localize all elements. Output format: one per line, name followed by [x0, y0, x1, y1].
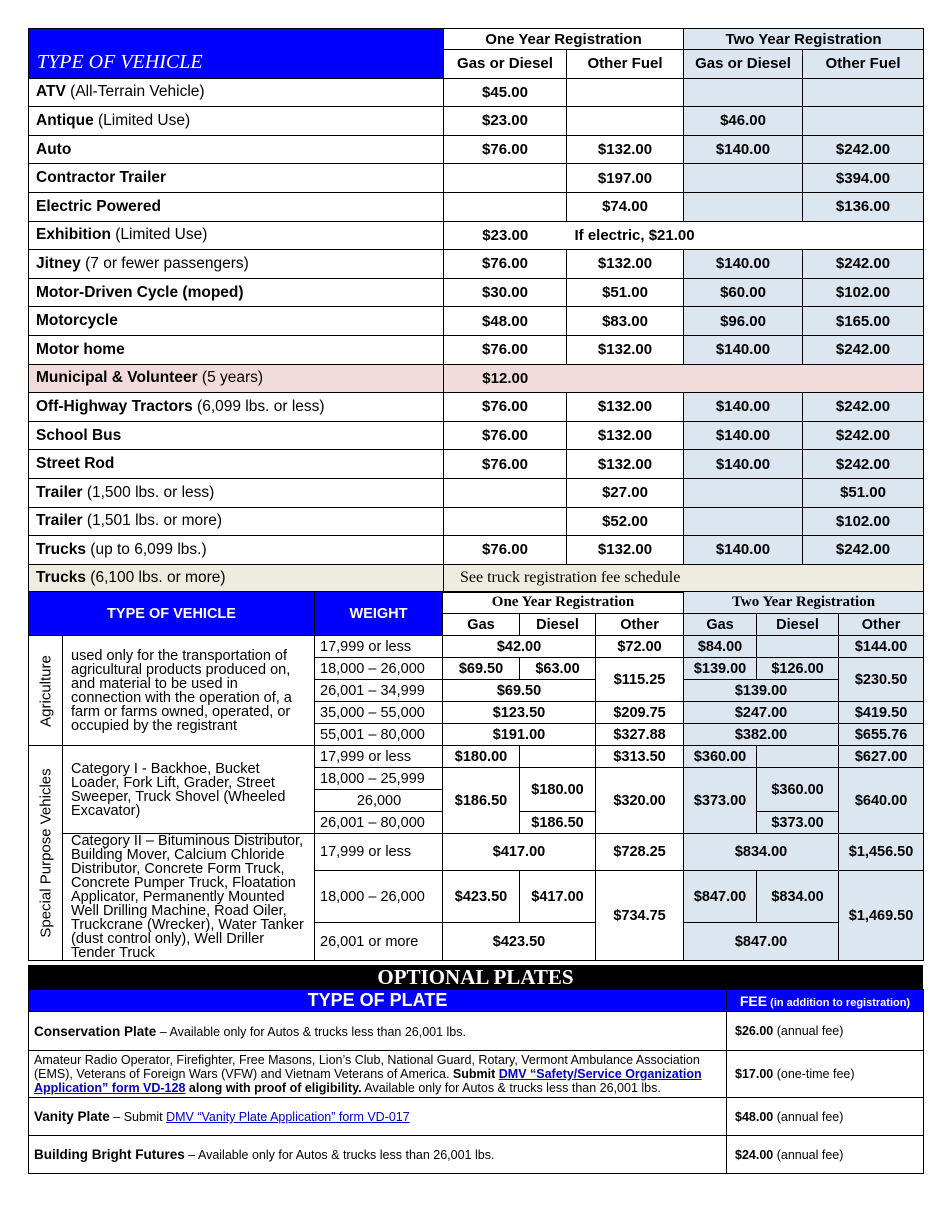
- fee-cell: $72.00: [596, 636, 684, 658]
- fee-cell: $1,456.50: [839, 834, 924, 871]
- vehicle-name: Jitney (7 or fewer passengers): [29, 250, 444, 279]
- weight-range: 26,001 – 80,000: [315, 812, 443, 834]
- fee-cell: $74.00: [567, 192, 684, 221]
- vehicle-row: [29, 421, 924, 450]
- agriculture-label: Agriculture: [29, 636, 63, 746]
- fee-cell: $242.00: [803, 536, 924, 565]
- fee-cell: $12.00: [444, 364, 567, 393]
- fee-cell: [444, 507, 567, 536]
- fee-cell: $126.00: [757, 658, 839, 680]
- fee-cell: $165.00: [803, 307, 924, 336]
- fee-cell: $132.00: [567, 335, 684, 364]
- fee-cell: $52.00: [567, 507, 684, 536]
- other-header-2: Other: [839, 614, 924, 636]
- vehicle-name: Trucks (6,100 lbs. or more): [29, 564, 444, 593]
- vehicle-row: [29, 307, 924, 336]
- fee-cell: [444, 478, 567, 507]
- type-of-vehicle-header-2: TYPE OF VEHICLE: [29, 592, 315, 636]
- weight-fee-table: [28, 591, 924, 961]
- fee-cell: [520, 746, 596, 768]
- weight-range: 17,999 or less: [315, 636, 443, 658]
- fee-cell: $96.00: [684, 307, 803, 336]
- fee-cell: $102.00: [803, 507, 924, 536]
- fee-cell: $140.00: [684, 135, 803, 164]
- fee-cell: $140.00: [684, 250, 803, 279]
- electric-note: If electric, $21.00: [567, 221, 924, 250]
- fee-cell: $76.00: [444, 536, 567, 565]
- fee-cell: $186.50: [443, 768, 520, 834]
- fee-cell: $69.50: [443, 680, 596, 702]
- weight-range: 17,999 or less: [315, 746, 443, 768]
- fee-cell: $197.00: [567, 164, 684, 193]
- empty-cell: [567, 364, 924, 393]
- fee-cell: $242.00: [803, 250, 924, 279]
- fee-cell: $419.50: [839, 702, 924, 724]
- weight-range: 26,001 or more: [315, 923, 443, 961]
- weight-range: 18,000 – 26,000: [315, 658, 443, 680]
- fee-cell: $30.00: [444, 278, 567, 307]
- vehicle-row: [29, 221, 924, 250]
- diesel-header-2: Diesel: [757, 614, 839, 636]
- fee-cell: [684, 192, 803, 221]
- fee-cell: $640.00: [839, 768, 924, 834]
- fee-cell: $627.00: [839, 746, 924, 768]
- fee-cell: $63.00: [520, 658, 596, 680]
- fee-cell: $115.25: [596, 658, 684, 702]
- fee-cell: $242.00: [803, 335, 924, 364]
- weight-range: 55,001 – 80,000: [315, 724, 443, 746]
- fee-cell: $140.00: [684, 421, 803, 450]
- fee-cell: $83.00: [567, 307, 684, 336]
- vehicle-row: [29, 164, 924, 193]
- vehicle-row: [29, 507, 924, 536]
- fee-cell: $327.88: [596, 724, 684, 746]
- fee-cell: $42.00: [443, 636, 596, 658]
- fee-cell: [444, 192, 567, 221]
- fee-cell: $132.00: [567, 450, 684, 479]
- one-year-header-2: One Year Registration: [443, 592, 684, 614]
- vehicle-name: Motor home: [29, 335, 444, 364]
- fee-cell: $242.00: [803, 450, 924, 479]
- fee-cell: $76.00: [444, 393, 567, 422]
- fee-cell: $76.00: [444, 450, 567, 479]
- vehicle-name: Trailer (1,501 lbs. or more): [29, 507, 444, 536]
- weight-range: 35,000 – 55,000: [315, 702, 443, 724]
- fee-cell: $320.00: [596, 768, 684, 834]
- fee-cell: $51.00: [567, 278, 684, 307]
- truck-schedule-note: See truck registration fee schedule: [444, 564, 924, 593]
- fee-cell: $847.00: [684, 923, 839, 961]
- registration-fee-table: [28, 28, 924, 593]
- fee-cell: $191.00: [443, 724, 596, 746]
- fee-cell: $102.00: [803, 278, 924, 307]
- fee-cell: $60.00: [684, 278, 803, 307]
- vehicle-row: [29, 78, 924, 107]
- other-fuel-header-2: Other Fuel: [803, 50, 924, 79]
- fee-cell: $417.00: [443, 834, 596, 871]
- conservation-fee: $26.00 (annual fee): [727, 1012, 924, 1051]
- vehicle-name: School Bus: [29, 421, 444, 450]
- form-vd-017-link[interactable]: DMV “Vanity Plate Application” form VD-017: [166, 1110, 410, 1124]
- fee-cell: [567, 78, 684, 107]
- vanity-fee: $48.00 (annual fee): [727, 1098, 924, 1136]
- vehicle-row: [29, 564, 924, 593]
- diesel-header: Diesel: [520, 614, 596, 636]
- fee-cell: $48.00: [444, 307, 567, 336]
- vehicle-row: [29, 450, 924, 479]
- fee-header: FEE (in addition to registration): [727, 990, 924, 1012]
- other-fuel-header-1: Other Fuel: [567, 50, 684, 79]
- fee-cell: $209.75: [596, 702, 684, 724]
- other-header: Other: [596, 614, 684, 636]
- fee-cell: $247.00: [684, 702, 839, 724]
- fee-cell: $140.00: [684, 393, 803, 422]
- fee-cell: $360.00: [684, 746, 757, 768]
- fee-cell: $132.00: [567, 421, 684, 450]
- fee-cell: [684, 507, 803, 536]
- fee-cell: $140.00: [684, 450, 803, 479]
- vehicle-row: [29, 192, 924, 221]
- gas-diesel-header-2: Gas or Diesel: [684, 50, 803, 79]
- organization-fee: $17.00 (one-time fee): [727, 1051, 924, 1098]
- two-year-header-2: Two Year Registration: [684, 592, 924, 614]
- vehicle-name: Motorcycle: [29, 307, 444, 336]
- fee-cell: $728.25: [596, 834, 684, 871]
- agriculture-description: used only for the transportation of agricultural products produced on, and material to be used in connection with the operation of, a farm or farms owned, operated, or occupied by the registrant: [63, 636, 315, 746]
- fee-cell: [803, 107, 924, 136]
- fee-cell: $734.75: [596, 871, 684, 961]
- vehicle-row: [29, 364, 924, 393]
- fee-cell: $180.00: [443, 746, 520, 768]
- vehicle-name: ATV (All-Terrain Vehicle): [29, 78, 444, 107]
- fee-cell: $655.76: [839, 724, 924, 746]
- fee-cell: $132.00: [567, 393, 684, 422]
- weight-range: 17,999 or less: [315, 834, 443, 871]
- fee-cell: $45.00: [444, 78, 567, 107]
- vehicle-row: [29, 478, 924, 507]
- fee-cell: $123.50: [443, 702, 596, 724]
- fee-cell: $23.00: [444, 221, 567, 250]
- fee-cell: [567, 107, 684, 136]
- fee-cell: $140.00: [684, 536, 803, 565]
- fee-cell: $76.00: [444, 421, 567, 450]
- weight-range: 26,000: [315, 790, 443, 812]
- weight-header: WEIGHT: [315, 592, 443, 636]
- bright-futures-plate-row: Building Bright Futures – Available only for Autos & trucks less than 26,001 lbs.: [29, 1136, 727, 1174]
- fee-cell: $132.00: [567, 536, 684, 565]
- two-year-header: Two Year Registration: [684, 29, 924, 50]
- vehicle-row: [29, 250, 924, 279]
- fee-cell: $373.00: [757, 812, 839, 834]
- vehicle-name: Street Rod: [29, 450, 444, 479]
- fee-cell: $76.00: [444, 335, 567, 364]
- fee-cell: $84.00: [684, 636, 757, 658]
- optional-plates-table: [28, 989, 924, 1174]
- fee-cell: [684, 478, 803, 507]
- fee-cell: $144.00: [839, 636, 924, 658]
- vehicle-row: [29, 278, 924, 307]
- vehicle-row: [29, 135, 924, 164]
- vehicle-name: Off-Highway Tractors (6,099 lbs. or less): [29, 393, 444, 422]
- fee-cell: [757, 746, 839, 768]
- fee-cell: $834.00: [757, 871, 839, 923]
- fee-cell: $242.00: [803, 393, 924, 422]
- fee-cell: $242.00: [803, 421, 924, 450]
- fee-cell: $27.00: [567, 478, 684, 507]
- form-vd-128-link[interactable]: DMV “Safety/Service Organization Application” form VD-128: [34, 1067, 702, 1095]
- fee-cell: $139.00: [684, 680, 839, 702]
- fee-cell: $76.00: [444, 135, 567, 164]
- fee-cell: $180.00: [520, 768, 596, 812]
- fee-cell: [444, 164, 567, 193]
- fee-cell: $1,469.50: [839, 871, 924, 961]
- fee-cell: $847.00: [684, 871, 757, 923]
- vehicle-row: [29, 536, 924, 565]
- fee-cell: [757, 636, 839, 658]
- type-of-plate-header: TYPE OF PLATE: [29, 990, 727, 1012]
- fee-cell: $186.50: [520, 812, 596, 834]
- weight-range: 18,000 – 25,999: [315, 768, 443, 790]
- vehicle-row: [29, 335, 924, 364]
- vehicle-name: Motor-Driven Cycle (moped): [29, 278, 444, 307]
- vehicle-name: Trailer (1,500 lbs. or less): [29, 478, 444, 507]
- fee-cell: $417.00: [520, 871, 596, 923]
- fee-cell: $132.00: [567, 250, 684, 279]
- fee-cell: [803, 78, 924, 107]
- fee-cell: $139.00: [684, 658, 757, 680]
- fee-cell: $394.00: [803, 164, 924, 193]
- special-purpose-label: Special Purpose Vehicles: [29, 746, 63, 961]
- conservation-plate-row: Conservation Plate – Available only for Autos & trucks less than 26,001 lbs.: [29, 1012, 727, 1051]
- category-2-description: Category II – Bituminous Distributor, Building Mover, Calcium Chloride Distributor, Concrete Form Truck, Concrete Pumper Truck, Floatation Applicator, Permanently Mounted Well Drilling Machine, Road Oiler, Truckcrane (Wrecker), Water Tanker (dust control only), Well Driller Tender Truck: [63, 834, 315, 961]
- fee-cell: $242.00: [803, 135, 924, 164]
- fee-cell: $46.00: [684, 107, 803, 136]
- gas-diesel-header-1: Gas or Diesel: [444, 50, 567, 79]
- type-of-vehicle-header: TYPE OF VEHICLE: [29, 29, 444, 79]
- fee-cell: $230.50: [839, 658, 924, 702]
- vehicle-name: Municipal & Volunteer (5 years): [29, 364, 444, 393]
- fee-cell: $373.00: [684, 768, 757, 834]
- vehicle-row: [29, 107, 924, 136]
- weight-range: 26,001 – 34,999: [315, 680, 443, 702]
- optional-plates-title: OPTIONAL PLATES: [28, 965, 923, 989]
- fee-cell: $132.00: [567, 135, 684, 164]
- fee-cell: $51.00: [803, 478, 924, 507]
- vehicle-name: Contractor Trailer: [29, 164, 444, 193]
- fee-cell: $423.50: [443, 871, 520, 923]
- gas-header: Gas: [443, 614, 520, 636]
- fee-cell: $382.00: [684, 724, 839, 746]
- bright-futures-fee: $24.00 (annual fee): [727, 1136, 924, 1174]
- fee-cell: $69.50: [443, 658, 520, 680]
- fee-cell: $360.00: [757, 768, 839, 812]
- weight-range: 18,000 – 26,000: [315, 871, 443, 923]
- fee-cell: [684, 164, 803, 193]
- vehicle-name: Exhibition (Limited Use): [29, 221, 444, 250]
- category-1-description: Category I - Backhoe, Bucket Loader, Fork Lift, Grader, Street Sweeper, Truck Shovel (Wheeled Excavator): [63, 746, 315, 834]
- fee-cell: $76.00: [444, 250, 567, 279]
- fee-cell: $834.00: [684, 834, 839, 871]
- fee-cell: $423.50: [443, 923, 596, 961]
- fee-cell: $313.50: [596, 746, 684, 768]
- vehicle-name: Auto: [29, 135, 444, 164]
- vanity-plate-row: Vanity Plate – Submit DMV “Vanity Plate Application” form VD-017: [29, 1098, 727, 1136]
- vehicle-name: Trucks (up to 6,099 lbs.): [29, 536, 444, 565]
- one-year-header: One Year Registration: [444, 29, 684, 50]
- fee-cell: $23.00: [444, 107, 567, 136]
- fee-cell: $140.00: [684, 335, 803, 364]
- gas-header-2: Gas: [684, 614, 757, 636]
- fee-cell: $136.00: [803, 192, 924, 221]
- vehicle-name: Antique (Limited Use): [29, 107, 444, 136]
- organization-plate-row: Amateur Radio Operator, Firefighter, Free Masons, Lion’s Club, National Guard, Rotary, Vermont Ambulance Association (EMS), Veterans of Foreign Wars (VFW) and Vietnam Veterans of America. Submit DMV “Safety/Service Organization Application” form VD-128 along with proof of eligibility. Available only for Autos & trucks less than 26,001 lbs.: [29, 1051, 727, 1098]
- vehicle-name: Electric Powered: [29, 192, 444, 221]
- vehicle-row: [29, 393, 924, 422]
- fee-cell: [684, 78, 803, 107]
